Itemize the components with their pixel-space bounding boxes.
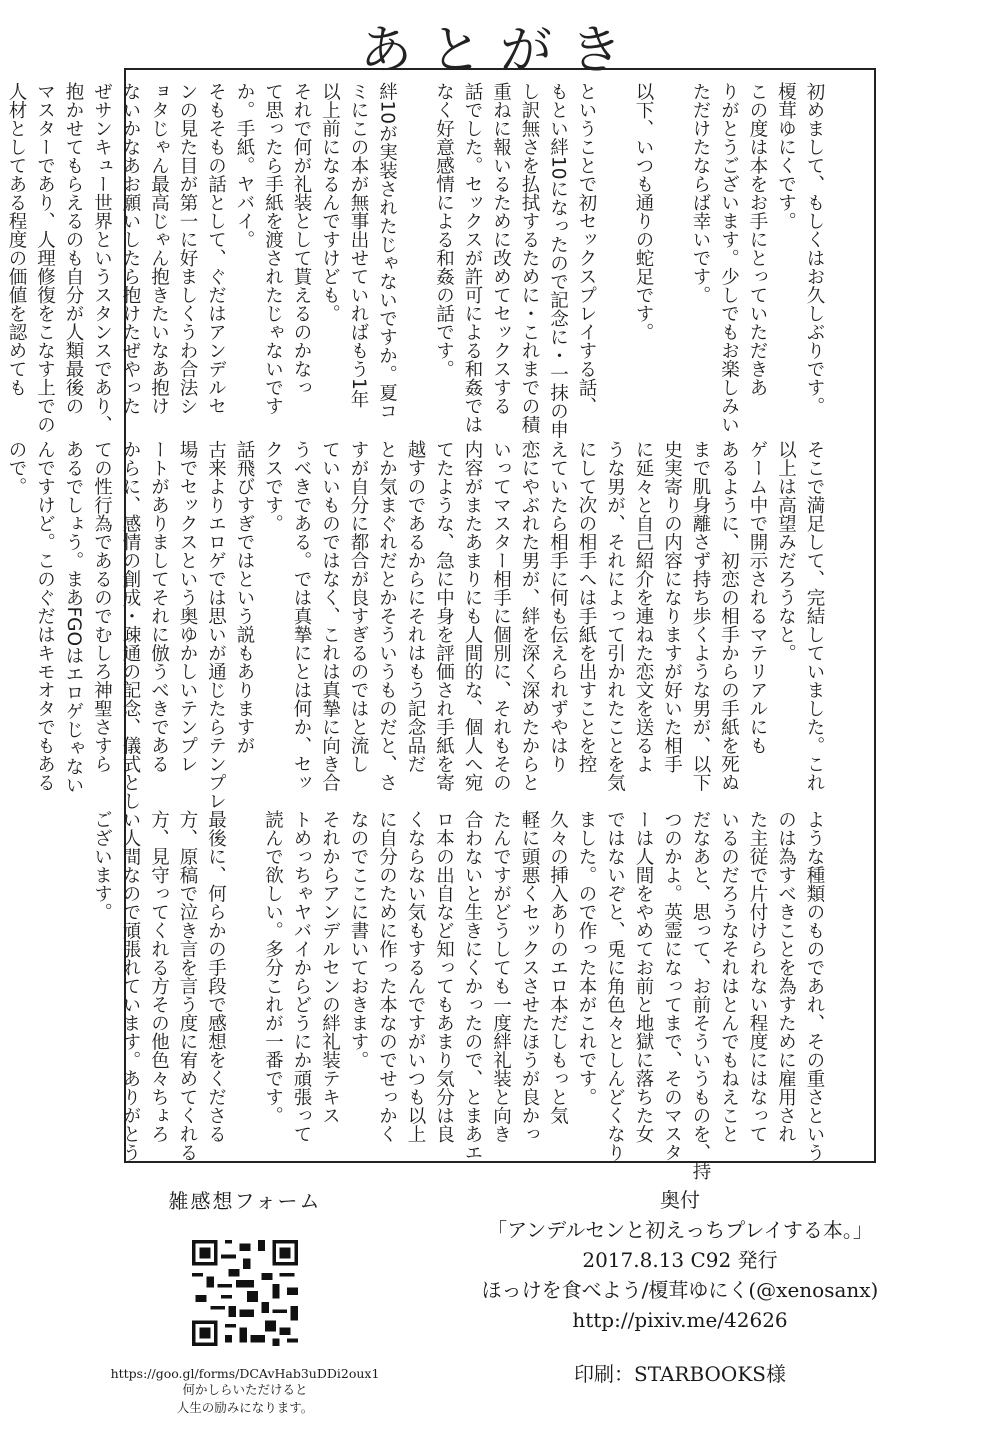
page-title: あとがき (359, 21, 640, 81)
colophon-circle-author: ほっけを食べよう/榎茸ゆにく(@xenosanx) (481, 1278, 879, 1302)
feedback-note-line1: 何かしらいただけると (182, 1382, 308, 1397)
feedback-note-line2: 人生の励みになります。 (176, 1400, 314, 1415)
feedback-form-title: 雑感想フォーム (168, 1189, 322, 1213)
feedback-section (100, 1185, 390, 1417)
colophon-date-event: 2017.8.13 C92 発行 (582, 1248, 778, 1272)
colophon-printer: 印刷：STARBOOKS様 (574, 1362, 786, 1386)
colophon-heading: 奥付 (660, 1188, 700, 1212)
afterword-paragraph-1: 初めまして、もしくはお久しぶりです。 榎茸ゆにくです。 この度は本をお手にとっていただきあ りがとうございます。少しでもお楽しみい ただけたならば幸いです。 以下、いつも通りの蛇足です。 ということで初セックスプレイする話、 もとい絆10になったので記念に・一抹の申 し訳無さを払拭するために・これまでの積 重ねに報いるために改めてセックスする 話でした。セックスが許可による和姦では なく好意感情による和姦の話です。 絆10が実装されたじゃないですか。夏コ ミにこの本が無事出せていればもう1年 以上前になるんですけども。 それで何が礼装として貰えるのかなっ て思ったら手紙を渡されたじゃないです か。手紙。ヤバイ。 そもそもの話として、ぐだはアンデルセ ンの見た目が第一に好ましくうわ合法シ ョタじゃん最高じゃん抱きたいなあ抱け ないかなあお願いしたら抱けたぜやった ぜサンキュー世界というスタンスであり、 抱かせてもらえるのも自分が人類最後の マスターであり、人理修復をこなす上での 人材としてある程度の価値を認めても (6, 82, 825, 439)
colophon-book-title: 「アンデルセンと初えっちプレイする本。」 (487, 1218, 873, 1242)
feedback-form-url[interactable]: https://goo.gl/forms/DCAvHab3uDDi2oux1 (110, 1366, 380, 1381)
afterword-paragraph-2: そこで満足して、完結していました。これ 以上は高望みだろうなと。 ゲーム中で開示されるマテリアルにも あるように、初恋の相手からの手紙を死ぬ まで肌身離さず持ち歩くような男が、以下 史実寄りの内容になりますが好いた相手 に延々と自己紹介を連ねた恋文を送るよ うな男が、それによって引かれたことを気 にして次の相手へは手紙を出すことを控 えていたら相手に何も伝えられずやはり 恋にやぶれた男が、絆を深く深めたからと いってマスター相手に個別に、それもその 内容がまたあまりにも人間的な、個人へ宛 てたような、急に中身を評価され手紙を寄 越すのであるからにそれはもう記念品だ とか気まぐれだとかそういうものだと、さ すが自分に都合が良すぎるのではと流し ていいものではなく、これは真摯に向き合 うべきである。では真摯にとは何か、セッ クスです。 話飛びすぎではという説もありますが 古来よりエロゲでは思いが通じたらテンプレ 場でセックスという奥ゆかしいテンプレ ートがありましてそれに倣うべきである からに、感情の創成・疎通の記念、儀式とし ての性行為であるのでむしろ神聖さすら あるでしょう。まあFGOはエロゲじゃない んですけど。このぐだはキモオタでもある ので。 (6, 440, 825, 810)
afterword-text-frame (6, 68, 876, 1180)
afterword-paragraph-3: ような種類のものであれ、その重さという のは為すべきことを為すために雇用され た主従で片付けられない程度にはなって いるのだろうなそれはとんでもねえこと だなあと、思って、お前そういうものを、持 つのかよ。英霊になってまで、そのマスタ ーは人間をやめてお前と地獄に落ちた女 ではないぞと、兎に角色々としんどくなり ました。ので作った本がこれです。 久々の挿入ありのエロ本だしもっと気 軽に頭悪くセックスさせたほうが良かっ たんですがどうしても一度絆礼装と向き 合わないと生きにくかったので、とまあエ ロ本の出自など知ってもあまり気分は良 くならない気もするんですがいつも以上 に自分のために作った本なのでせっかく なのでここに書いておきます。 それからアンデルセンの絆礼装テキス トめっちゃヤバイからどうにか頑張って 読んで欲しい。多分これが一番です。 最後に、何らかの手段で感想をくださる 方、原稿で泣き言を言う度に宥めてくれる 方、見守ってくれる方その他色々ちょろ い人間なので頑張れています。ありがとう ございます。 (91, 810, 825, 1180)
colophon-pixiv-link[interactable]: http://pixiv.me/42626 (572, 1308, 788, 1332)
qr-code-icon[interactable] (192, 1240, 298, 1346)
colophon (440, 1185, 920, 1389)
